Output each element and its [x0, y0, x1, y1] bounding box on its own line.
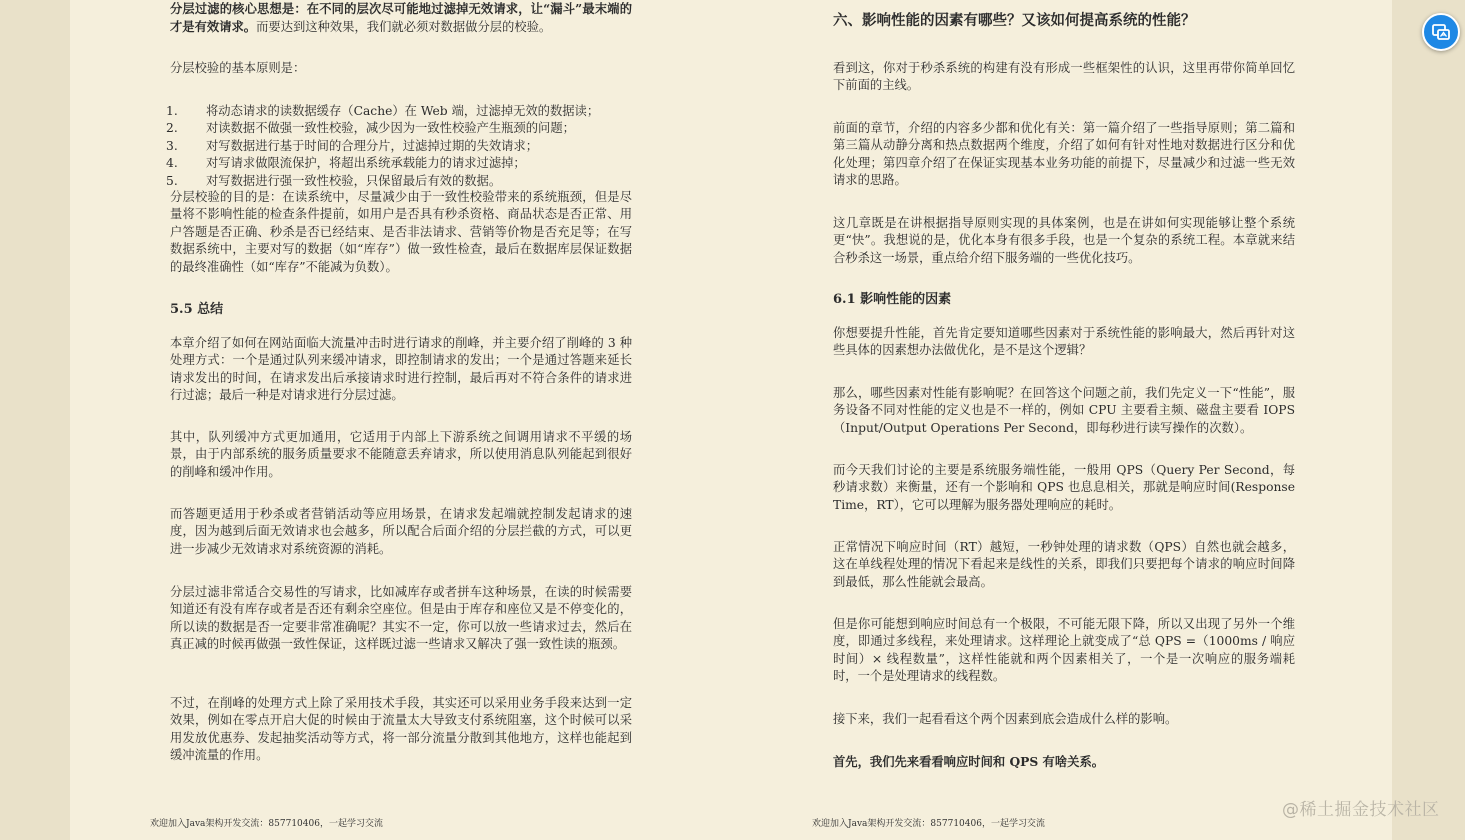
principles-title-text: 分层校验的基本原则是：: [170, 61, 306, 75]
chapter-heading: [833, 12, 1295, 29]
principle-number: 5.: [166, 173, 178, 188]
body-paragraph: 那么，哪些因素对性能有影响呢？在回答这个问题之前，我们先定义一下“性能”，服务设备不同对性能的定义也是不一样的，例如 CPU 主要看主频、磁盘主要看 IOPS（Input/Output Operations Per Second，即每秒进行读写操作的次数）。: [833, 386, 1295, 435]
para-5-block: [833, 385, 1295, 437]
principle-number: 3.: [166, 138, 178, 153]
screen-translate-icon: [1431, 22, 1451, 42]
principle-item: [166, 103, 636, 120]
principle-text: 将动态请求的读数据缓存（Cache）在 Web 端，过滤掉无效的数据读；: [206, 104, 600, 118]
section-5-5: [170, 301, 632, 318]
section-title: 6.1 影响性能的因素: [833, 292, 952, 307]
page-footer: 欢迎加入Java架构开发交流：857710406，一起学习交流: [812, 819, 1045, 829]
body-paragraph: 看到这，你对于秒杀系统的构建有没有形成一些框架性的认识，这里再带你简单回忆下前面的主线。: [833, 61, 1295, 93]
principles-list: [166, 103, 636, 190]
para-9-block: [833, 711, 1295, 728]
para-1-block: [833, 60, 1295, 95]
body-paragraph-bold: 首先，我们先来看看响应时间和 QPS 有啥关系。: [833, 754, 1105, 769]
summary-1-block: [170, 335, 632, 405]
summary-paragraph: 本章介绍了如何在网站面临大流量冲击时进行请求的削峰，并主要介绍了削峰的 3 种处理方式：一个是通过队列来缓冲请求，即控制请求的发出；一个是通过答题来延长请求发出的时间，在请求发出后承接请求时进行控制，最后再对不符合条件的请求进行过滤；最后一种是对请求进行分层过滤。: [170, 336, 632, 403]
section-title: 5.5 总结: [170, 302, 224, 317]
summary-2-block: [170, 429, 632, 481]
intro-paragraph: [170, 0, 632, 37]
summary-paragraph: 分层过滤非常适合交易性的写请求，比如减库存或者拼车这种场景，在读的时候需要知道还有没有库存或者是否还有剩余空座位。但是由于库存和座位又是不停变化的，所以读的数据是否一定要非常准确呢？其实不一定，你可以放一些请求过去，然后在真正减的时候再做强一致性保证，这样既过滤一些请求又解决了强一致性读的瓶颈。: [170, 585, 632, 652]
chapter-title: 六、影响性能的因素有哪些？又该如何提高系统的性能？: [833, 12, 1196, 29]
translate-float-button[interactable]: [1422, 13, 1460, 51]
principle-item: [166, 120, 636, 137]
principle-number: 1.: [166, 104, 178, 118]
right-gutter: [1392, 0, 1465, 840]
body-paragraph: 这几章既是在讲根据指导原则实现的具体案例，也是在讲如何实现能够让整个系统更“快”。我想说的是，优化本身有很多手段，也是一个复杂的系统工程。本章就来结合秒杀这一场景，重点给介绍下服务端的一些优化技巧。: [833, 216, 1295, 265]
para-3-block: [833, 215, 1295, 267]
summary-paragraph: 其中，队列缓冲方式更加通用，它适用于内部上下游系统之间调用请求不平缓的场景，由于内部系统的服务质量要求不能随意丢弃请求，所以使用消息队列能起到很好的削峰和缓冲作用。: [170, 430, 632, 479]
principle-item: [166, 138, 636, 155]
body-paragraph: 你想要提升性能，首先肯定要知道哪些因素对于系统性能的影响最大，然后再针对这些具体的因素想办法做优化，是不是这个逻辑？: [833, 326, 1295, 358]
principles-ol: [166, 103, 636, 190]
purpose-paragraph: 分层校验的目的是：在读系统中，尽量减少由于一致性校验带来的系统瓶颈，但是尽量将不影响性能的检查条件提前，如用户是否具有秒杀资格、商品状态是否正常、用户答题是否正确、秒杀是否已经结束、是否非法请求、营销等价物是否充足等；在写数据系统中，主要对写的数据（如“库存”）做一致性检查，最后在数据库层保证数据的最终准确性（如“库存”不能减为负数）。: [170, 190, 632, 274]
principle-item: [166, 173, 636, 190]
body-paragraph: 前面的章节，介绍的内容多少都和优化有关：第一篇介绍了一些指导原则；第二篇和第三篇从动静分离和热点数据两个维度，介绍了如何有针对性地对数据进行区分和优化处理；第四章介绍了在保证实现基本业务功能的前提下，尽量减少和过滤一些无效请求的思路。: [833, 121, 1295, 188]
section-6-1: [833, 291, 1295, 308]
para-6-block: [833, 462, 1295, 514]
principle-item: [166, 155, 636, 172]
principle-text: 对读数据不做强一致性校验，减少因为一致性校验产生瓶颈的问题；: [206, 121, 575, 136]
body-paragraph: 正常情况下响应时间（RT）越短，一秒钟处理的请求数（QPS）自然也就会越多，这在单线程处理的情况下看起来是线性的关系，即我们只要把每个请求的响应时间降到最低，那么性能就会最高。: [833, 540, 1295, 589]
principle-text: 对写数据进行基于时间的合理分片，过滤掉过期的失效请求；: [206, 138, 539, 153]
left-column: [170, 0, 632, 37]
summary-4-block: [170, 584, 632, 654]
para-7-block: [833, 539, 1295, 591]
summary-paragraph: 而答题更适用于秒杀或者营销活动等应用场景，在请求发起端就控制发起请求的速度，因为越到后面无效请求也会越多，所以配合后面介绍的分层拦截的方式，可以更进一步减少无效请求对系统资源的消耗。: [170, 507, 632, 556]
page-footer: 欢迎加入Java架构开发交流：857710406，一起学习交流: [150, 819, 383, 829]
principle-number: 2.: [166, 121, 178, 136]
purpose-block: [170, 189, 632, 276]
summary-paragraph: 不过，在削峰的处理方式上除了采用技术手段，其实还可以采用业务手段来达到一定效果，例如在零点开启大促的时候由于流量太大导致支付系统阻塞，这个时候可以采用发放优惠券、发起抽奖活动等方式，将一部分流量分散到其他地方，这样也能起到缓冲流量的作用。: [170, 696, 632, 763]
para-2-block: [833, 120, 1295, 190]
body-paragraph: 但是你可能想到响应时间总有一个极限，不可能无限下降，所以又出现了另外一个维度，即通过多线程，来处理请求。这样理论上就变成了“总 QPS =（1000ms / 响应时间）× 线程数量”，这样性能就和两个因素相关了，一个是一次响应的服务端耗时，一个是处理请求的线程数。: [833, 617, 1295, 684]
left-gutter: [0, 0, 70, 840]
principles-title: [170, 60, 632, 77]
para-4-block: [833, 325, 1295, 360]
principle-text: 对写数据进行强一致性校验，只保留最后有效的数据。: [206, 173, 502, 188]
right-page: [732, 0, 1392, 840]
body-paragraph: 接下来，我们一起看看这个两个因素到底会造成什么样的影响。: [833, 712, 1178, 726]
para-8-block: [833, 616, 1295, 686]
principle-number: 4.: [166, 156, 178, 171]
summary-5-block: [170, 695, 632, 765]
para-10-block: [833, 753, 1295, 770]
intro-rest: 而要达到这种效果，我们就必须对数据做分层的校验。: [256, 20, 552, 35]
intro-bold: 分层过滤的核心思想是：在不同的层次尽可能地过滤掉无效请求，让“漏斗”最末端的才是有效请求。: [170, 1, 632, 35]
site-watermark: @稀土掘金技术社区: [1282, 800, 1440, 820]
principle-text: 对写请求做限流保护，将超出系统承载能力的请求过滤掉；: [206, 156, 526, 171]
summary-3-block: [170, 506, 632, 558]
body-paragraph: 而今天我们讨论的主要是系统服务端性能，一般用 QPS（Query Per Second，每秒请求数）来衡量，还有一个影响和 QPS 也息息相关，那就是响应时间(Response Time，RT），它可以理解为服务器处理响应的耗时。: [833, 463, 1295, 512]
left-page: [70, 0, 732, 840]
